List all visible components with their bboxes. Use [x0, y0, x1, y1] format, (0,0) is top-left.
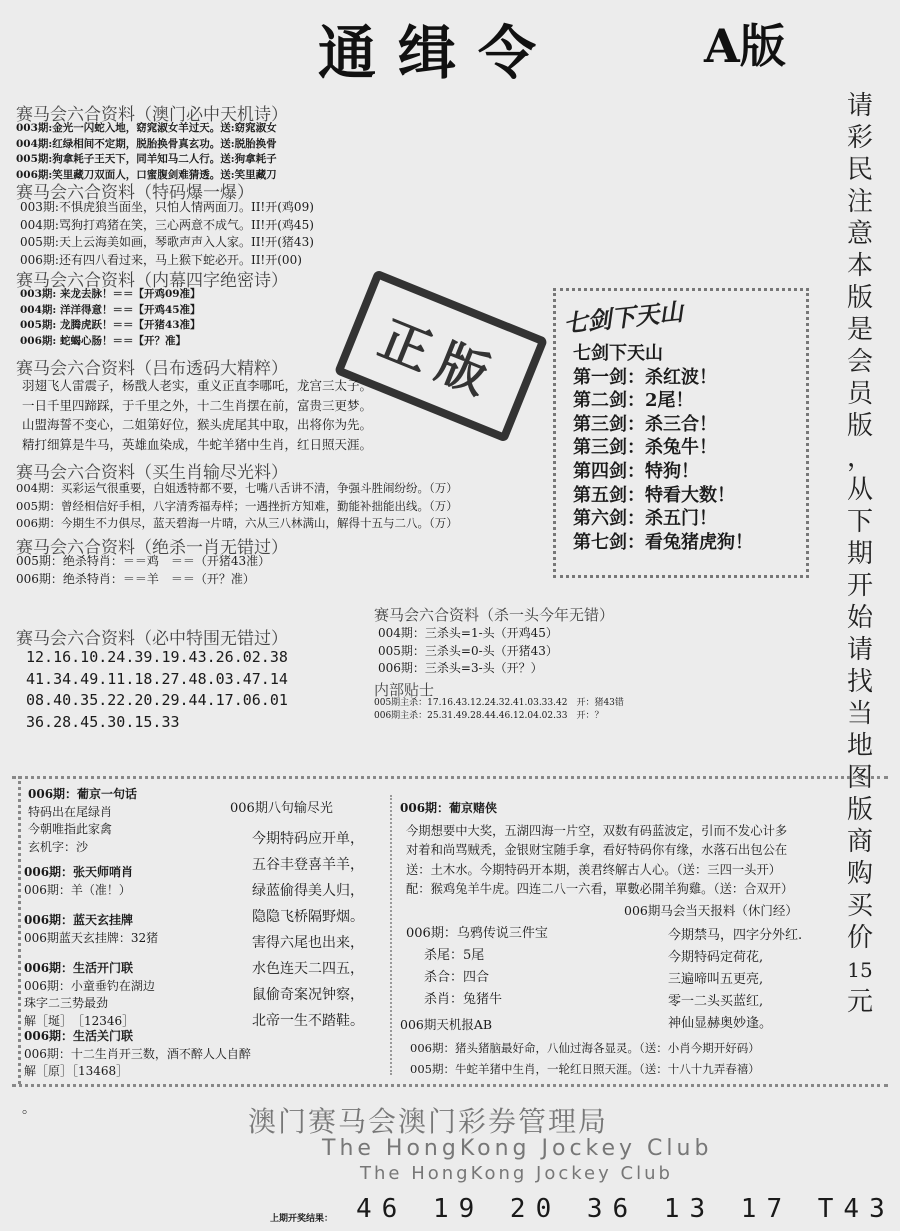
list-item: 004期:红绿相间不定期，脱胎换骨真玄功。送:脱胎换骨: [16, 137, 277, 150]
list-item: 七剑下天山: [573, 343, 663, 364]
footer-organization: 澳门赛马会澳门彩券管理局: [248, 1105, 609, 1138]
notice-char: 价: [846, 923, 873, 953]
seven-swords-logo: 七剑下天山: [562, 296, 685, 339]
notice-char: 商: [846, 827, 873, 857]
list-item: 第三剑：杀兔牛！: [573, 437, 717, 459]
block-title: 006期：生活开门联: [24, 961, 134, 975]
list-item: 害得六尾也出来，: [252, 934, 364, 951]
list-item: 006期:还有四八看过来，马上猴下蛇必开。II!开(00): [20, 252, 302, 267]
list-item: 005期：牛蛇羊猪中生肖，一轮红日照天涯。（送：十八十九弄春禧）: [410, 1061, 760, 1076]
footer-dot: 。: [22, 1101, 36, 1117]
block-title: 006期：葡京赌侠: [400, 801, 498, 815]
special-burst-list: [20, 199, 314, 269]
list-item: 005期：绝杀特肖：＝＝鸡 ＝＝（开猪43准）: [16, 554, 271, 568]
tianji-lines: [410, 1038, 760, 1080]
notice-char: 版: [846, 411, 873, 441]
list-item: 006期:笑里藏刀双面人，口蜜腹剑难猜透。送:笑里藏刀: [16, 168, 277, 181]
last-result-label: 上期开奖结果：: [270, 1214, 334, 1224]
open-door-block: [24, 960, 155, 1030]
list-item: 今朝唯指此家禽: [28, 822, 113, 836]
list-item: 005期: 龙腾虎跃！＝＝【开猪43准】: [20, 319, 201, 331]
list-item: 北帝一生不踏鞋。: [252, 1012, 364, 1029]
list-item: 珠字二三势最劲: [24, 996, 109, 1010]
list-item: 精打细算是牛马，英雄血染成，牛蛇羊猪中生肖，红日照天涯。: [22, 436, 373, 452]
list-item: 004期：买彩运气很重要，白姐透特都不要，七嘴八舌讲不清，争强斗胜闹纷纷。（万）: [16, 481, 458, 495]
poem-lines: [252, 826, 364, 1034]
list-item: 鼠偷奇案况钟察，: [252, 986, 364, 1003]
notice-char: 请: [846, 635, 873, 665]
notice-char: 找: [846, 667, 873, 697]
list-item: 第五剑：特看大数！: [573, 484, 735, 506]
zodiac-loss-list: [16, 480, 458, 533]
list-item: 006期：十二生肖开三数，酒不醉人人自醉: [24, 1046, 251, 1061]
list-item: 今期禁马，四字分外红.: [668, 927, 803, 943]
list-item: 006期：小童垂钓在湖边: [24, 978, 155, 993]
notice-char: 买: [846, 891, 873, 921]
tianji-ab-block: [400, 1016, 760, 1080]
close-door-block: [24, 1028, 251, 1081]
divider-middle: [390, 795, 392, 1075]
list-item: 006期：三杀头=3-头（开？）: [378, 661, 543, 675]
list-item: 玄机字：沙: [28, 839, 89, 854]
last-result-numbers: 46 19 20 36 13 17 T43: [356, 1194, 895, 1224]
blue-sky-block: [24, 912, 158, 947]
list-item: 配：猴鸡兔羊牛虎。四连二八一六看，單數必開羊狗雞。（送：合双开）: [406, 882, 794, 896]
number-row: 36.28.45.30.15.33: [26, 712, 180, 731]
block-title: 006期：葡京一句话: [28, 787, 138, 801]
list-item: 004期:骂狗打鸡猪在笑，三心两意不成气。II!开(鸡45): [20, 217, 314, 232]
block-title: 006期：生活关门联: [24, 1029, 134, 1043]
list-item: 杀尾：5尾: [424, 947, 485, 963]
crow-legend-block: [406, 925, 548, 1011]
kill-head-list: [378, 625, 558, 678]
list-item: 杀合：四合: [424, 969, 490, 985]
list-item: 三遍啼叫五更亮,: [668, 971, 764, 987]
pujing-gambler-block: [400, 800, 793, 900]
list-item: 006期：绝杀特肖：＝＝羊 ＝＝（开？准）: [16, 571, 255, 586]
list-item: 006期: 蛇蝎心肠！＝＝【开？准】: [20, 334, 186, 347]
notice-char: ，: [846, 443, 873, 473]
list-item: 006期主杀：25.31.49.28.44.46.12.04.02.33 开：？: [374, 711, 604, 721]
list-item: 送：土木水。今期特码开本期，羡君终解古人心。（送：三四一头开）: [406, 862, 782, 877]
list-item: 山盟海誓不变心，二姐第好位，猴头虎尾其中取，出将你为先。: [22, 417, 373, 432]
member-notice: [842, 90, 878, 1018]
block-title: 006期八句输尽光: [230, 801, 333, 816]
notice-char: 彩: [846, 123, 873, 153]
list-item: 五谷丰登喜羊羊，: [252, 856, 364, 873]
list-item: 003期: 来龙去脉！＝＝【开鸡09准】: [20, 288, 201, 300]
list-item: 今期特码定荷花,: [668, 949, 764, 965]
list-item: 004期: 洋洋得意！＝＝【开鸡45准】: [20, 303, 201, 316]
list-item: 绿蓝偷得美人归，: [252, 882, 364, 899]
list-item: 第二剑：2尾！: [573, 390, 694, 412]
insider-tips-list: [374, 697, 624, 723]
block-title: 006期：蓝天玄挂牌: [24, 913, 134, 927]
list-item: 一日千里四蹄踩，于千里之外，十二生肖摆在前，富贵三更梦。: [22, 397, 373, 413]
gambler-lines: [406, 822, 793, 900]
list-item: 006期蓝天玄挂牌：32猪: [24, 930, 159, 945]
tianji-poem-list: [16, 121, 277, 183]
footer-jockey-club-1: The HongKong Jockey Club: [322, 1136, 713, 1161]
lvbu-list: [22, 376, 372, 454]
notice-char: 从: [846, 475, 873, 505]
block-title: 006期：张天师哨肖: [24, 865, 134, 879]
authentic-stamp: 正版: [334, 269, 548, 443]
section-title-lvbu: 赛马会六合资料（吕布透码大精粹）: [16, 359, 288, 379]
list-item: 003期:金光一闪蛇入地，窈窕淑女羊过天。送:窈窕淑女: [16, 122, 277, 134]
list-item: 006期：猪头猪脑最好命，八仙过海各显灵。（送：小肖今期开好码）: [410, 1040, 760, 1055]
list-item: 今期想要中大奖，五湖四海一片空，双数有码蓝波定，引而不发心计多: [406, 823, 788, 838]
divider-top: [12, 776, 888, 779]
notice-char: 意: [846, 219, 873, 249]
list-item: 零一二头买蓝红,: [668, 993, 764, 1009]
section-title-kill-head: 赛马会六合资料（杀一头今年无错）: [374, 606, 615, 624]
number-row: 41.34.49.11.18.27.48.03.47.14: [26, 669, 288, 688]
list-item: 羽翅飞人雷震子，杨戬人老实，重义正直李哪吒，龙宫三太子。: [22, 378, 373, 393]
list-item: 第四剑：特狗！: [573, 460, 699, 482]
list-item: 005期：三杀头=0-头（开猪43）: [378, 643, 558, 658]
section-title-tianji-poem: 赛马会六合资料（澳门必中天机诗）: [16, 105, 288, 125]
special-range-numbers: [26, 647, 288, 733]
notice-char: 会: [846, 347, 873, 377]
notice-char: 期: [846, 539, 873, 569]
divider-left: [18, 776, 21, 1084]
section-title-secret-poem: 赛马会六合资料（内幕四字绝密诗）: [16, 271, 288, 291]
notice-char: 15: [847, 958, 873, 982]
notice-char: 注: [846, 187, 873, 217]
crow-lines: [424, 945, 548, 1011]
list-item: 005期：曾经相信好手相，八字清秀福寿样；一遇挫折方知难，勤能补拙能出线。（万）: [16, 498, 458, 513]
notice-char: 本: [846, 251, 873, 281]
section-title-zodiac-loss: 赛马会六合资料（买生肖输尽光料）: [16, 463, 288, 483]
section-title-special-range: 赛马会六合资料（必中特围无错过）: [16, 629, 288, 649]
list-item: 隐隐飞桥隔野烟。: [252, 908, 364, 925]
eight-lines-poem: [230, 800, 364, 1034]
list-item: 003期:不惧虎狼当面坐，只怕人情两面刀。II!开(鸡09): [20, 200, 314, 214]
notice-char: 下: [846, 507, 873, 537]
notice-char: 版: [846, 283, 873, 313]
list-item: 水色连天二四五，: [252, 960, 364, 977]
list-item: 第一剑：杀红波！: [573, 366, 717, 388]
list-item: 杀肖：兔猪牛: [424, 991, 503, 1007]
edition-label: A版: [704, 19, 786, 73]
number-row: 08.40.35.22.20.29.44.17.06.01: [26, 691, 288, 709]
notice-char: 元: [846, 987, 873, 1017]
list-item: 第六剑：杀五门！: [573, 508, 717, 530]
kill-one-list: [16, 553, 270, 588]
list-item: 006期：羊（准！）: [24, 882, 131, 897]
pujing-quote-block: [28, 786, 137, 856]
list-item: 第七剑：看兔猪虎狗！: [573, 531, 753, 553]
notice-char: 地: [846, 731, 873, 761]
secret-poem-list: [20, 287, 201, 349]
notice-char: 开: [846, 571, 873, 601]
block-title: 006期天机报AB: [400, 1017, 493, 1032]
notice-char: 图: [846, 763, 873, 793]
list-item: 004期：三杀头=1-头（开鸡45）: [378, 626, 558, 640]
section-title-special-burst: 赛马会六合资料（特码爆一爆）: [16, 183, 254, 203]
list-item: 神仙显赫奥妙逢。: [668, 1015, 773, 1031]
notice-char: 版: [846, 795, 873, 825]
block-title: 006期马会当天报料（休门经）: [624, 903, 798, 918]
section-title-insider-tips: 内部贴士: [374, 681, 435, 699]
list-item: 第三剑：杀三合！: [573, 413, 717, 435]
divider-bottom: [12, 1084, 888, 1087]
section-title-kill-one: 赛马会六合资料（绝杀一肖无错过）: [16, 538, 288, 558]
list-item: 解［埏］ ［12346］: [24, 1013, 135, 1028]
list-item: 今期特码应开单，: [252, 830, 364, 847]
list-item: 解［原］［13468］: [24, 1064, 129, 1078]
list-item: 对着和尚骂贼秃，金银财宝随手拿，看好特码你有缘，水落石出包公在: [406, 843, 788, 857]
zhang-tianshi-block: [24, 864, 133, 899]
list-item: 005期:狗拿耗子王天下，同羊知马二人行。送:狗拿耗子: [16, 153, 277, 165]
number-row: 12.16.10.24.39.19.43.26.02.38: [26, 648, 288, 666]
footer-jockey-club-2: The HongKong Jockey Club: [360, 1163, 673, 1184]
notice-char: 员: [846, 379, 873, 409]
page-title: 通缉令: [318, 19, 559, 87]
list-item: 005期主杀：17.16.43.12.24.32.41.03.33.42 开：猪43错: [374, 698, 624, 708]
notice-char: 请: [846, 91, 873, 121]
block-title: 006期：乌鸦传说三件宝: [406, 926, 548, 941]
notice-char: 当: [846, 699, 873, 729]
notice-char: 始: [846, 603, 873, 633]
list-item: 特码出在尾绿肖: [28, 804, 113, 819]
daily-report-block: [624, 902, 802, 1035]
seven-swords-list: [573, 342, 753, 554]
notice-char: 民: [846, 155, 873, 185]
notice-char: 是: [846, 315, 873, 345]
list-item: 006期：今期生不力俱尽，蓝天碧海一片晴，六从三八林满山，解得十五与二八。（万）: [16, 516, 458, 530]
list-item: 005期:天上云海美如画，琴歌声声入人家。II!开(猪43): [20, 235, 314, 249]
notice-char: 购: [846, 859, 873, 889]
